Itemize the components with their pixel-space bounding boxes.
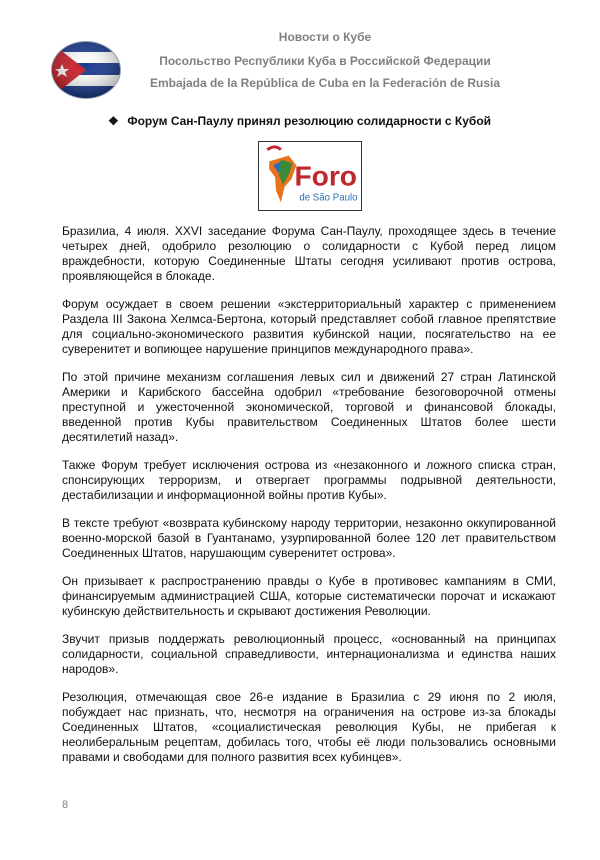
- article-body: [62, 224, 556, 778]
- article-paragraph: Форум осуждает в своем решении «экстерриториальный характер с применением Раздела III Закона Хелмса-Бертона, который представляет собой главное препятствие для социально-экономического развития кубинской нации, посягательство на ее суверенитет и вопиющее нарушение принципов международного права».: [62, 297, 556, 356]
- article-paragraph: Он призывает к распространению правды о Кубе в противовес кампаниям в СМИ, финансируемым администрацией США, которые систематически порочат и искажают кубинскую действительность и скрывают достижения Революции.: [62, 574, 556, 618]
- foro-de-sao-paulo-logo: [258, 141, 362, 211]
- foro-logo-subtitle: de São Paulo: [299, 192, 358, 204]
- cuban-flag-circle-icon: [50, 40, 122, 100]
- header: [130, 30, 520, 98]
- article-paragraph: В тексте требуют «возврата кубинскому народу территории, незаконно оккупированной военно-морской базой в Гуантанамо, узурпированной более 120 лет правительством Соединенных Штатов, нарушающим суверенитет острова».: [62, 516, 556, 560]
- article-paragraph: Резолюция, отмечающая свое 26-е издание в Бразилиа с 29 июня по 2 июля, побуждает нас признать, что, несмотря на ограничения на острове из-за блокады Соединенных Штатов, «социалистическая революция Кубы, не прибегая к неолиберальным рецептам, добилась того, чтобы её люди пользовались основными правами и свободами для полного развития всех кубинцев».: [62, 690, 556, 764]
- news-title: Новости о Кубе: [278, 30, 372, 44]
- embassy-name-es: Embajada de la República de Cuba en la Federación de Rusia: [149, 76, 501, 90]
- embassy-name-ru: Посольство Республики Куба в Российской Федерации: [159, 54, 491, 68]
- article-paragraph: Бразилиа, 4 июля. XXVI заседание Форума Сан-Паулу, проходящее здесь в течение четырех дней, одобрило резолюцию о солидарности с Кубой перед лицом враждебности, которую Соединенные Штаты сегодня усиливают против острова, проявляющейся в блокаде.: [62, 224, 556, 283]
- article-title-row: [108, 114, 491, 129]
- article-paragraph: По этой причине механизм соглашения левых сил и движений 27 стран Латинской Америки и Карибского бассейна одобрил «требование безоговорочной отмены преступной и ужесточенной экономической, торговой и финансовой блокады, введенной против Кубы правительством Соединенных Штатов более шести десятилетий назад».: [62, 370, 556, 444]
- article-paragraph: Также Форум требует исключения острова из «незаконного и ложного списка стран, спонсирующих терроризм, и отвергает программы подрывной деятельности, дестабилизации и информационной войны против Кубы».: [62, 458, 556, 502]
- article-title: Форум Сан-Паулу принял резолюцию солидарности с Кубой: [127, 114, 492, 128]
- foro-logo-brand: Foro: [294, 159, 358, 192]
- page-number: 8: [62, 799, 69, 811]
- article-paragraph: Звучит призыв поддержать революционный процесс, «основанный на принципах солидарности, социальной справедливости, интернационализма и единства наших народов».: [62, 632, 556, 676]
- diamond-bullet-icon: ❖: [108, 114, 119, 128]
